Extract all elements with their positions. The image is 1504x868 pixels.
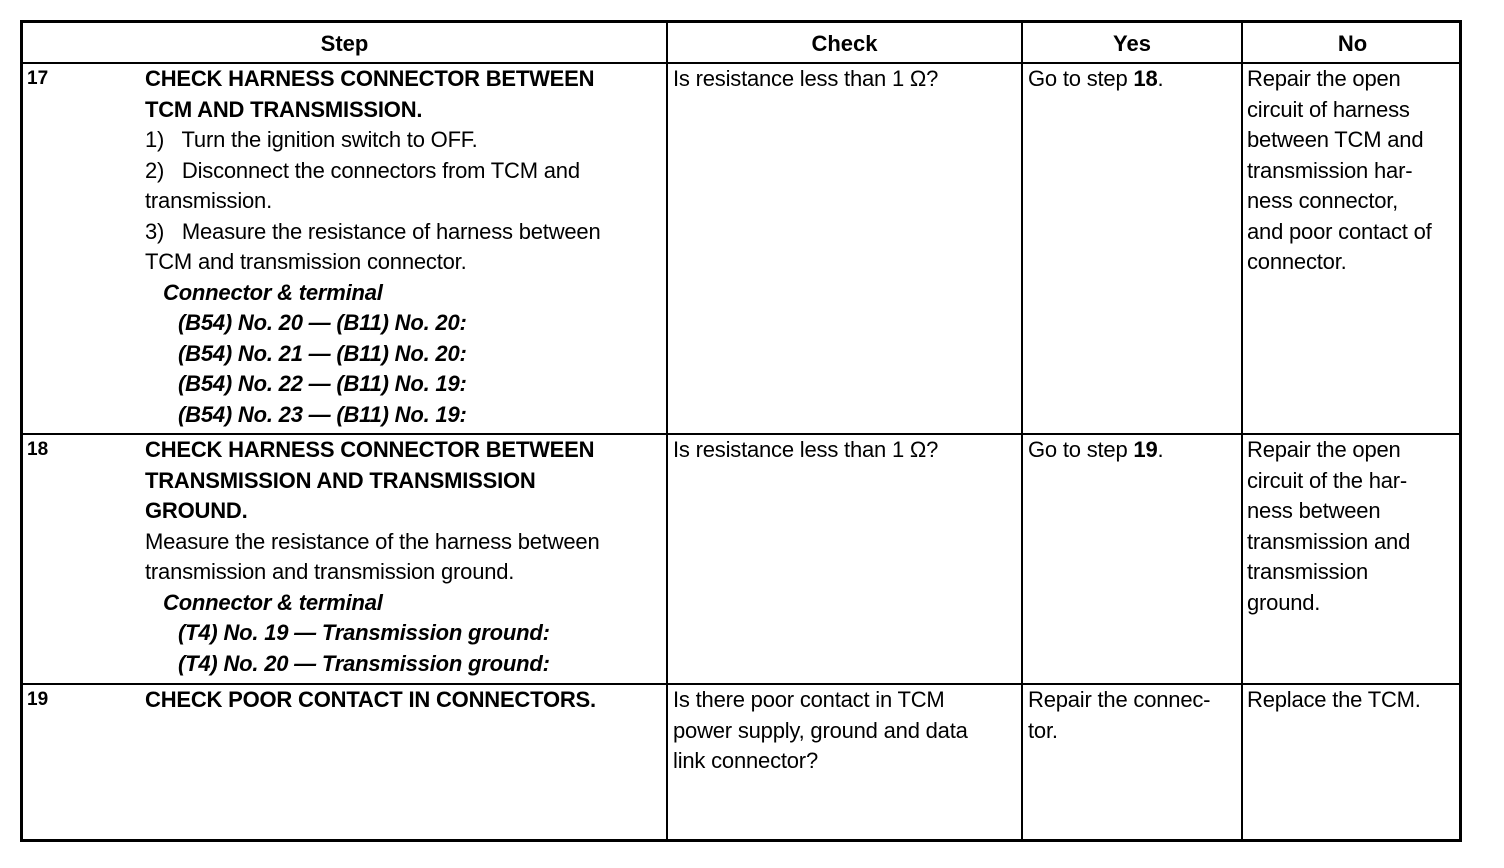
text-line	[145, 466, 600, 497]
text-segment: and poor contact of	[1247, 218, 1432, 244]
text-line	[1028, 435, 1163, 466]
text-segment: 2) Disconnect the connectors from TCM and	[145, 157, 580, 183]
header-check: Check	[811, 31, 878, 56]
text-line	[145, 557, 600, 588]
text-line	[145, 588, 600, 619]
text-line	[1247, 247, 1432, 278]
text-line	[145, 64, 601, 95]
text-segment: link connector?	[673, 748, 818, 773]
text-segment: Connector & terminal	[163, 589, 383, 615]
text-segment: transmission.	[145, 188, 272, 213]
text-line	[145, 125, 601, 156]
text-line	[1247, 496, 1410, 527]
text-line	[145, 339, 601, 370]
text-segment: .	[1157, 437, 1164, 462]
text-line	[145, 278, 601, 309]
text-segment: (T4) No. 19 — Transmission ground:	[178, 620, 550, 645]
text-line	[145, 527, 600, 558]
text-segment: Is there poor contact in TCM	[673, 687, 945, 712]
text-line	[1247, 217, 1432, 248]
no-cell	[1247, 64, 1432, 278]
text-segment: ness connector,	[1247, 188, 1399, 213]
text-line	[145, 156, 601, 187]
text-line	[145, 247, 601, 278]
header-yes: Yes	[1113, 31, 1151, 56]
step-cell	[145, 435, 600, 679]
text-segment: circuit of the har-	[1247, 467, 1408, 493]
text-segment: between TCM and	[1247, 127, 1424, 152]
text-segment: transmission and transmission ground.	[145, 559, 515, 584]
text-segment: TCM AND TRANSMISSION.	[145, 96, 423, 122]
step-cell	[145, 64, 601, 430]
text-segment: ground.	[1247, 589, 1321, 615]
text-segment: Is resistance less than 1 Ω?	[673, 66, 939, 91]
text-segment: Go to step	[1028, 66, 1134, 91]
header-no: No	[1337, 31, 1368, 56]
text-segment: CHECK HARNESS CONNECTOR BETWEEN	[145, 437, 595, 462]
text-segment: (B54) No. 20 — (B11) No. 20:	[178, 310, 467, 335]
text-segment: TRANSMISSION AND TRANSMISSION	[145, 467, 536, 493]
check-cell	[673, 64, 938, 95]
text-segment: Go to step	[1028, 437, 1134, 462]
text-segment: tor.	[1028, 717, 1058, 743]
yes-cell	[1028, 435, 1163, 466]
text-segment: transmission har-	[1247, 157, 1413, 183]
text-line	[1247, 588, 1410, 619]
text-segment: (B54) No. 22 — (B11) No. 19:	[178, 371, 467, 396]
text-line	[1247, 685, 1421, 716]
text-segment: Connector & terminal	[163, 279, 383, 305]
text-line	[145, 95, 601, 126]
text-segment: (T4) No. 20 — Transmission ground:	[178, 650, 550, 676]
step-number: 17	[27, 68, 49, 89]
text-segment: TCM and transmission connector.	[145, 249, 467, 274]
text-segment: Repair the open	[1247, 66, 1401, 91]
no-cell	[1247, 435, 1410, 618]
text-segment: 1) Turn the ignition switch to OFF.	[145, 127, 478, 152]
text-segment: .	[1157, 66, 1164, 91]
text-line	[145, 217, 601, 248]
step-number: 19	[27, 689, 49, 710]
text-line	[1247, 527, 1410, 558]
text-segment: transmission and	[1247, 528, 1411, 554]
text-segment: circuit of harness	[1247, 96, 1410, 122]
no-cell	[1247, 685, 1421, 716]
text-line	[145, 435, 600, 466]
text-line	[1247, 466, 1410, 497]
text-segment: transmission	[1247, 559, 1369, 584]
text-line	[673, 746, 968, 777]
text-line	[1028, 685, 1210, 716]
text-line	[673, 716, 968, 747]
yes-cell	[1028, 64, 1163, 95]
text-line	[145, 400, 601, 431]
text-segment: CHECK POOR CONTACT IN CONNECTORS.	[145, 687, 596, 712]
text-line	[673, 64, 938, 95]
text-segment: power supply, ground and data	[673, 717, 968, 743]
text-line	[673, 685, 968, 716]
text-line	[1247, 95, 1432, 126]
text-line	[145, 649, 600, 680]
text-segment: (B54) No. 21 — (B11) No. 20:	[178, 340, 467, 366]
text-segment: Repair the open	[1247, 437, 1401, 462]
text-line	[1247, 435, 1410, 466]
text-line	[145, 685, 596, 716]
text-segment: Measure the resistance of the harness between	[145, 528, 600, 554]
text-line	[145, 186, 601, 217]
text-line	[145, 308, 601, 339]
text-segment: (B54) No. 23 — (B11) No. 19:	[178, 401, 467, 427]
text-segment: connector.	[1247, 249, 1347, 274]
check-cell	[673, 685, 968, 777]
step-number: 18	[27, 439, 49, 460]
text-segment: CHECK HARNESS CONNECTOR BETWEEN	[145, 66, 595, 91]
column-divider	[1021, 23, 1023, 839]
text-line	[673, 435, 938, 466]
text-line	[1247, 64, 1432, 95]
text-line	[1247, 156, 1432, 187]
text-segment: Replace the TCM.	[1247, 687, 1421, 712]
troubleshooting-table	[20, 20, 1462, 842]
header-step: Step	[320, 31, 369, 56]
text-line	[1247, 557, 1410, 588]
column-divider	[666, 23, 668, 839]
text-segment: 3) Measure the resistance of harness between	[145, 218, 601, 244]
check-cell	[673, 435, 938, 466]
text-segment: Repair the connec-	[1028, 687, 1211, 712]
text-line	[1247, 125, 1432, 156]
text-line	[145, 496, 600, 527]
text-line	[1028, 716, 1210, 747]
text-line	[145, 369, 601, 400]
text-segment: ness between	[1247, 498, 1381, 523]
column-divider	[1241, 23, 1243, 839]
text-line	[1028, 64, 1163, 95]
yes-cell	[1028, 685, 1210, 746]
text-segment: GROUND.	[145, 498, 248, 523]
text-line	[1247, 186, 1432, 217]
text-segment: 19	[1133, 437, 1158, 462]
text-segment: Is resistance less than 1 Ω?	[673, 437, 939, 462]
text-segment: 18	[1133, 66, 1158, 91]
text-line	[145, 618, 600, 649]
step-cell	[145, 685, 596, 716]
